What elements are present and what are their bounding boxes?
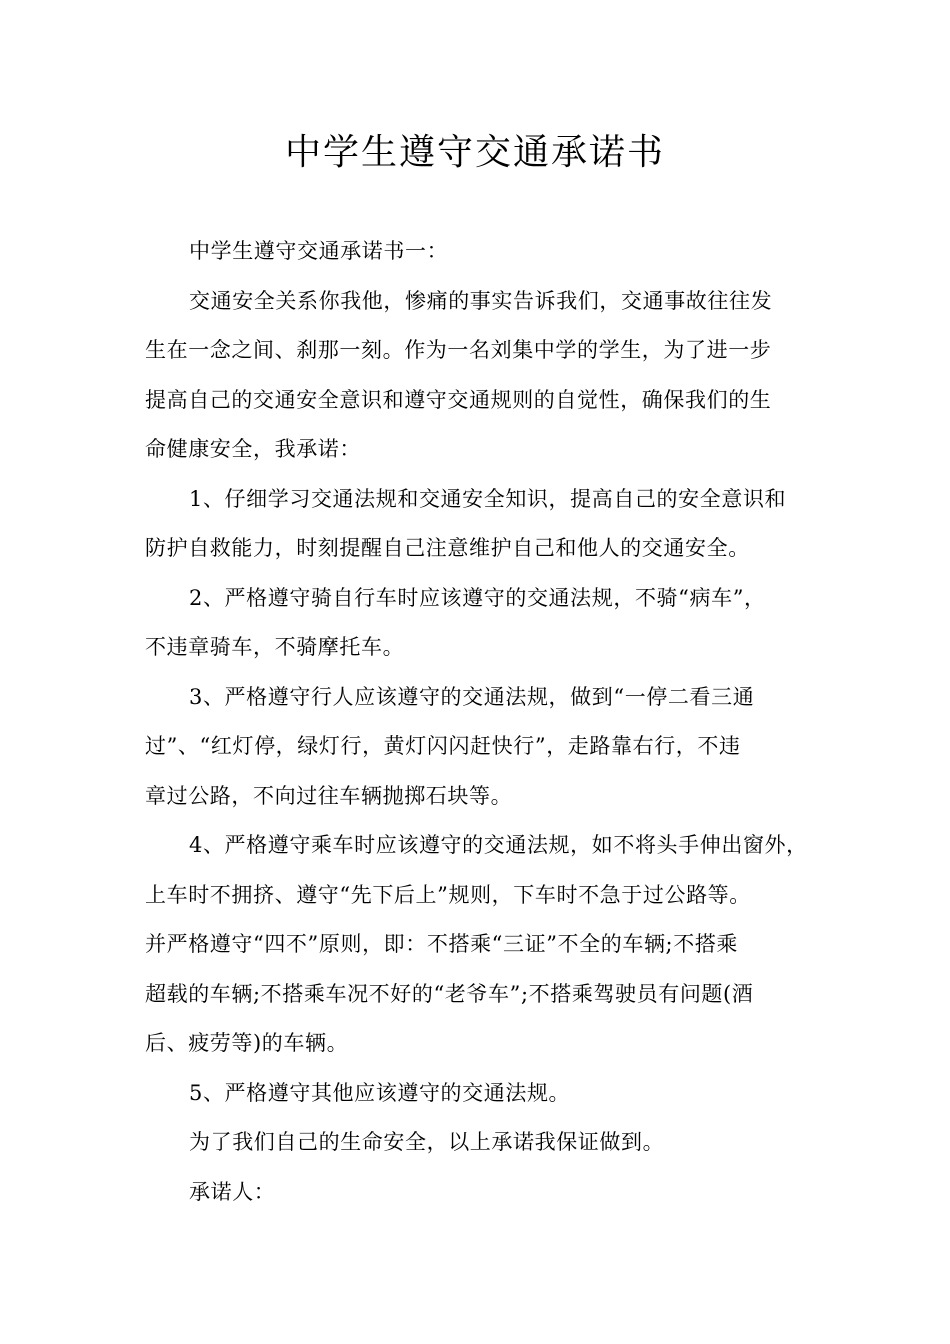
pledge-line: 上车时不拥挤、遵守“先下后上”规则，下车时不急于过公路等。: [145, 882, 751, 907]
document-body: [145, 227, 807, 1217]
pledge-item-1: [145, 475, 807, 574]
pledge-line: 2、严格遵守骑自行车时应该遵守的交通法规，不骑“病车”，: [189, 585, 766, 610]
intro-line: 交通安全关系你我他，惨痛的事实告诉我们，交通事故往往发: [189, 288, 773, 313]
intro-line: 生在一念之间、刹那一刻。作为一名刘集中学的学生，为了进一步: [145, 338, 772, 362]
pledge-line: 超载的车辆;不搭乘车况不好的“老爷车”;不搭乘驾驶员有问题(酒: [145, 981, 754, 1006]
signer-label: 承诺人：: [189, 1179, 276, 1204]
pledge-line: 3、严格遵守行人应该遵守的交通法规，做到“一停二看三通: [189, 684, 755, 709]
section-heading: 中学生遵守交通承诺书一：: [189, 239, 449, 263]
pledge-item-2: [145, 574, 807, 673]
pledge-item-3: [145, 673, 807, 822]
pledge-item-5: 5、严格遵守其他应该遵守的交通法规。: [189, 1080, 571, 1105]
pledge-line: 不违章骑车，不骑摩托车。: [145, 635, 405, 659]
intro-line: 命健康安全，我承诺：: [145, 437, 361, 461]
intro-line: 提高自己的交通安全意识和遵守交通规则的自觉性，确保我们的生: [145, 387, 772, 412]
pledge-line: 防护自救能力，时刻提醒自己注意维护自己和他人的交通安全。: [145, 536, 750, 560]
pledge-line: 4、严格遵守乘车时应该遵守的交通法规，如不将头手伸出窗外，: [189, 833, 808, 857]
pledge-line: 章过公路，不向过往车辆抛掷石块等。: [145, 783, 513, 808]
pledge-line: 过”、“红灯停，绿灯行，黄灯闪闪赶快行”，走路靠右行，不违: [145, 734, 741, 758]
pledge-line: 1、仔细学习交通法规和交通安全知识，提高自己的安全意识和: [189, 486, 787, 511]
document-title: 中学生遵守交通承诺书: [284, 132, 665, 173]
closing-statement: 为了我们自己的生命安全，以上承诺我保证做到。: [189, 1130, 665, 1154]
pledge-line: 并严格遵守“四不”原则，即：不搭乘“三证”不全的车辆;不搭乘: [145, 932, 739, 956]
pledge-line: 后、疲劳等)的车辆。: [145, 1031, 349, 1055]
intro-paragraph: [145, 277, 807, 475]
pledge-item-4: [145, 821, 807, 1069]
